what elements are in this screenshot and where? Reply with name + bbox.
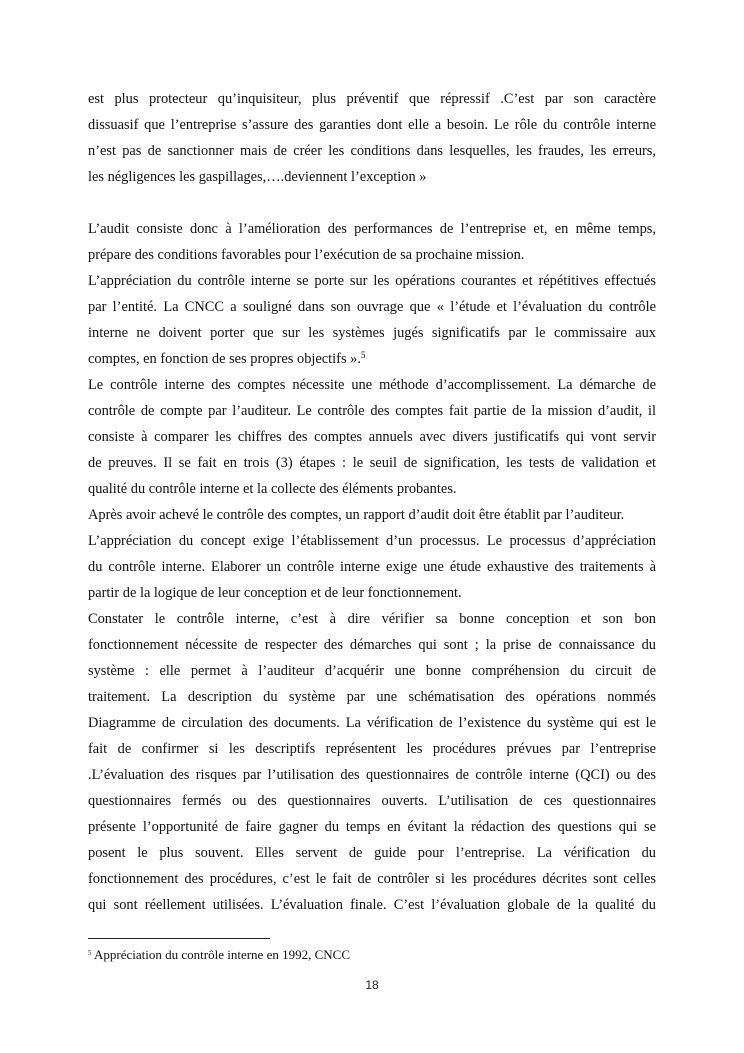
document-body <box>88 86 656 918</box>
text-line <box>88 372 656 398</box>
text-line-content: qui sont réellement utilisées. L’évaluation finale. C’est l’évaluation globale de la qualité du <box>88 897 656 913</box>
text-line-content: système : elle permet à l’auditeur d’acquérir une bonne compréhension du circuit de <box>88 663 656 679</box>
text-line <box>88 736 656 762</box>
text-line <box>88 866 656 892</box>
footnote-text: Appréciation du contrôle interne en 1992, CNCC <box>91 947 351 962</box>
text-line-content: L’appréciation du contrôle interne se porte sur les opérations courantes et répétitives effectués <box>88 273 656 289</box>
text-line-content: fait de confirmer si les descriptifs représentent les procédures prévues par l’entreprise <box>88 741 656 757</box>
text-line <box>88 294 656 320</box>
footnote-separator <box>88 938 270 939</box>
text-line <box>88 840 656 866</box>
text-line <box>88 814 656 840</box>
text-line <box>88 320 656 346</box>
text-line-content: contrôle de compte par l’auditeur. Le contrôle des comptes fait partie de la mission d’audit, il <box>88 403 656 419</box>
text-line <box>88 684 656 710</box>
text-line <box>88 658 656 684</box>
text-line-content: du contrôle interne. Elaborer un contrôle interne exige une étude exhaustive des traitements à <box>88 559 656 575</box>
text-line-content: est plus protecteur qu’inquisiteur, plus préventif que répressif .C’est par son caractère <box>88 91 656 107</box>
text-line <box>88 476 656 502</box>
text-line-content: n’est pas de sanctionner mais de créer les conditions dans lesquelles, les fraudes, les erreurs, <box>88 143 656 159</box>
text-line-content: de preuves. Il se fait en trois (3) étapes : le seuil de signification, les tests de validation et <box>88 455 656 471</box>
text-line-content: L’audit consiste donc à l’amélioration des performances de l’entreprise et, en même temps, <box>88 221 656 237</box>
text-line <box>88 112 656 138</box>
text-line-content: les négligences les gaspillages,….deviennent l’exception » <box>88 169 427 185</box>
text-line-content: dissuasif que l’entreprise s’assure des garanties dont elle a besoin. Le rôle du contrôle interne <box>88 117 656 133</box>
text-line-content: posent le plus souvent. Elles servent de guide pour l’entreprise. La vérification du <box>88 845 656 861</box>
text-line <box>88 892 656 918</box>
text-line-content: Le contrôle interne des comptes nécessite une méthode d’accomplissement. La démarche de <box>88 377 656 393</box>
text-line-content: Après avoir achevé le contrôle des comptes, un rapport d’audit doit être établit par l’auditeur. <box>88 507 625 523</box>
text-line <box>88 86 656 112</box>
text-line-content: présente l’opportunité de faire gagner du temps en évitant la rédaction des questions qui se <box>88 819 656 835</box>
text-line-content: fonctionnement des procédures, c’est le fait de contrôler si les procédures décrites sont celles <box>88 871 656 887</box>
text-line <box>88 528 656 554</box>
text-line <box>88 398 656 424</box>
text-line-content: partir de la logique de leur conception et de leur fonctionnement. <box>88 585 462 601</box>
footnote <box>88 946 350 964</box>
text-line <box>88 268 656 294</box>
text-line <box>88 632 656 658</box>
text-line-content: Diagramme de circulation des documents. La vérification de l’existence du système qui est le <box>88 715 656 731</box>
text-line <box>88 346 656 372</box>
text-line-content: traitement. La description du système par une schématisation des opérations nommés <box>88 689 656 705</box>
page-number: 18 <box>365 978 379 992</box>
text-line-content: comptes, en fonction de ses propres objectifs ». <box>88 351 361 367</box>
text-line <box>88 762 656 788</box>
text-line-content: qualité du contrôle interne et la collecte des éléments probantes. <box>88 481 457 497</box>
text-line-content: prépare des conditions favorables pour l’exécution de sa prochaine mission. <box>88 247 525 263</box>
footnote-marker: 5 <box>88 949 92 957</box>
text-line <box>88 606 656 632</box>
text-line <box>88 450 656 476</box>
text-line-content: L’appréciation du concept exige l’établissement d’un processus. Le processus d’appréciation <box>88 533 656 549</box>
text-line <box>88 138 656 164</box>
text-line-content: fonctionnement nécessite de respecter des démarches qui sont ; la prise de connaissance du <box>88 637 656 653</box>
text-line <box>88 424 656 450</box>
text-line <box>88 554 656 580</box>
text-line-content: .L’évaluation des risques par l’utilisation des questionnaires de contrôle interne (QCI) ou des <box>88 767 656 783</box>
paragraph-spacer <box>88 190 656 216</box>
footnote-reference: 5 <box>360 350 366 360</box>
text-line <box>88 502 656 528</box>
text-line <box>88 216 656 242</box>
text-line <box>88 580 656 606</box>
text-line-content: par l’entité. La CNCC a souligné dans son ouvrage que « l’étude et l’évaluation du contrôle <box>88 299 656 315</box>
text-line-content: consiste à comparer les chiffres des comptes annuels avec divers justificatifs qui vont servir <box>88 429 656 445</box>
text-line <box>88 242 656 268</box>
text-line-content: interne ne doivent porter que sur les systèmes jugés significatifs par le commissaire aux <box>88 325 656 341</box>
text-line <box>88 788 656 814</box>
text-line <box>88 164 656 190</box>
text-line-content: Constater le contrôle interne, c’est à dire vérifier sa bonne conception et son bon <box>88 611 656 627</box>
text-line <box>88 710 656 736</box>
text-line-content: questionnaires fermés ou des questionnaires ouverts. L’utilisation de ces questionnaires <box>88 793 656 809</box>
